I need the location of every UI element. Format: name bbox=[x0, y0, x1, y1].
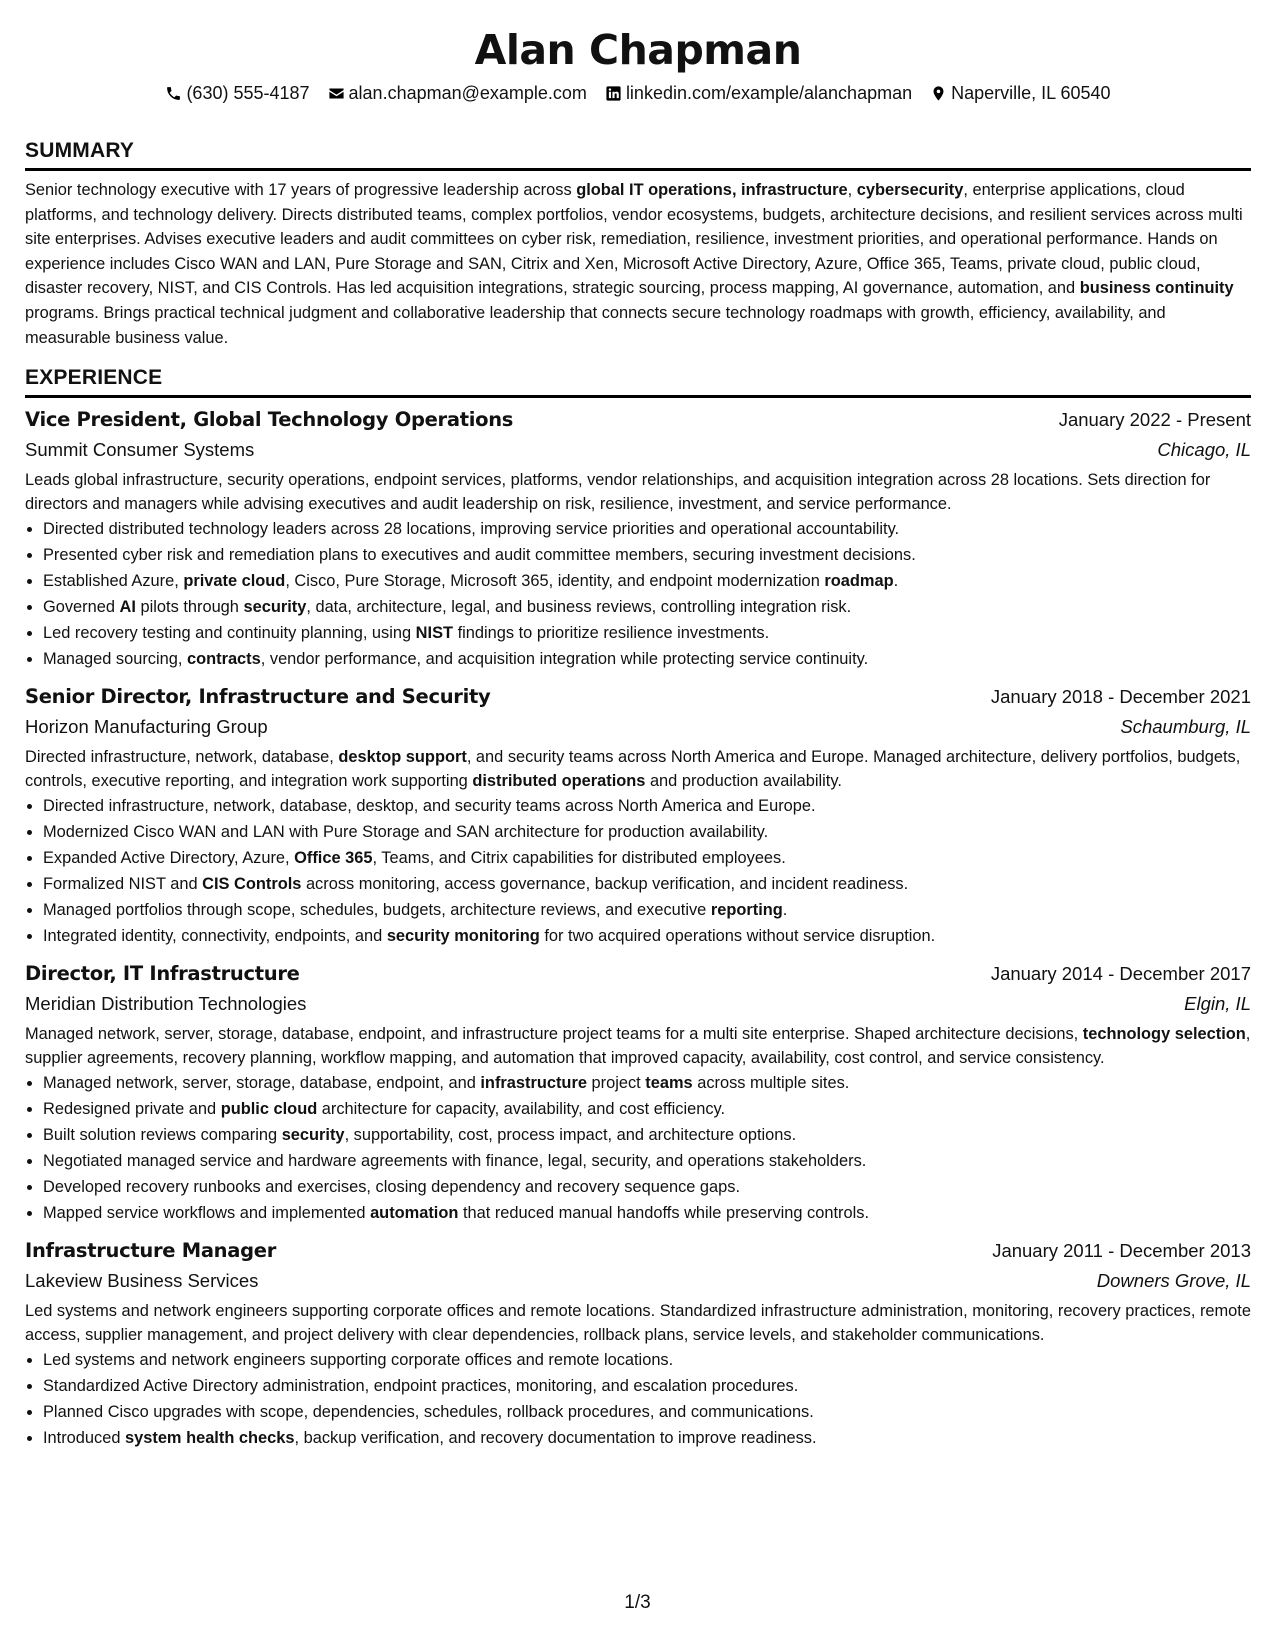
bold-keyword: automation bbox=[370, 1204, 459, 1223]
text-run: , and security teams across North America and Europe. Managed architecture, delivery portfolios, budgets, controls, executive reporting, and integration work supporting bbox=[25, 748, 1241, 791]
bold-keyword: global IT operations bbox=[576, 181, 732, 199]
job-header bbox=[25, 959, 1251, 989]
job-dates: January 2011 - December 2013 bbox=[992, 1240, 1251, 1262]
text-run: Mapped service workflows and implemented bbox=[43, 1204, 371, 1223]
job-subheader bbox=[25, 712, 1251, 742]
job-description bbox=[25, 468, 1251, 516]
map-pin-icon bbox=[930, 85, 947, 102]
experience-heading: EXPERIENCE bbox=[25, 366, 1251, 398]
job-subheader bbox=[25, 1266, 1251, 1296]
job-entry bbox=[25, 959, 1251, 1226]
text-run: Developed recovery runbooks and exercises, closing dependency and recovery sequence gaps. bbox=[43, 1178, 741, 1197]
text-run: . bbox=[782, 901, 788, 920]
bold-keyword: security monitoring bbox=[386, 927, 540, 946]
text-run: , Cisco, Pure Storage, Microsoft 365, identity, and endpoint modernization bbox=[285, 572, 825, 591]
job-location: Schaumburg, IL bbox=[1120, 716, 1251, 738]
bold-keyword: teams bbox=[645, 1074, 693, 1093]
bullet-item bbox=[43, 1373, 1251, 1399]
location-text: Naperville, IL 60540 bbox=[951, 83, 1111, 103]
text-run: Led recovery testing and continuity planning, using bbox=[43, 624, 416, 643]
text-run: Leads global infrastructure, security operations, endpoint services, platforms, vendor relationships, and acquisition integration across 28 locations. Sets direction for directors and managers while advising executives and audit leadership on risk, resilience, investment, and service performance. bbox=[25, 471, 1211, 514]
job-subheader bbox=[25, 989, 1251, 1019]
job-description bbox=[25, 1299, 1251, 1347]
text-run: Modernized Cisco WAN and LAN with Pure Storage and SAN architecture for production availability. bbox=[43, 823, 769, 842]
candidate-name: Alan Chapman bbox=[474, 26, 802, 74]
job-title: Vice President, Global Technology Operations bbox=[25, 408, 514, 432]
bullet-item bbox=[43, 594, 1251, 620]
job-bullets bbox=[25, 516, 1251, 672]
bold-keyword: CIS Controls bbox=[202, 875, 302, 894]
job-dates: January 2022 - Present bbox=[1058, 409, 1251, 431]
bold-keyword: infrastructure bbox=[480, 1074, 587, 1093]
job-bullets bbox=[25, 1070, 1251, 1226]
bold-keyword: infrastructure bbox=[741, 181, 848, 199]
job-entry bbox=[25, 1236, 1251, 1451]
bullet-item bbox=[43, 568, 1251, 594]
job-location: Downers Grove, IL bbox=[1096, 1270, 1251, 1292]
bold-keyword: , bbox=[731, 181, 742, 199]
bullet-item bbox=[43, 1425, 1251, 1451]
job-bullets bbox=[25, 1347, 1251, 1451]
bold-keyword: reporting bbox=[710, 901, 783, 920]
text-run: for two acquired operations without service disruption. bbox=[539, 927, 936, 946]
text-run: pilots through bbox=[135, 598, 244, 617]
text-run: Managed network, server, storage, database, endpoint, and bbox=[43, 1074, 481, 1093]
text-run: Integrated identity, connectivity, endpoints, and bbox=[43, 927, 387, 946]
bold-keyword: contracts bbox=[186, 650, 261, 669]
text-run: Presented cyber risk and remediation plans to executives and audit committee members, securing investment decisions. bbox=[43, 546, 916, 565]
bold-keyword: technology selection bbox=[1082, 1025, 1246, 1044]
bullet-item bbox=[43, 1148, 1251, 1174]
bold-keyword: NIST bbox=[415, 624, 454, 643]
bold-keyword: business continuity bbox=[1079, 279, 1234, 298]
bullet-item bbox=[43, 1122, 1251, 1148]
job-header bbox=[25, 405, 1251, 435]
page-number: 1/3 bbox=[624, 1592, 651, 1613]
bold-keyword: public cloud bbox=[220, 1100, 318, 1119]
bullet-item bbox=[43, 516, 1251, 542]
summary-text bbox=[25, 178, 1251, 350]
bullet-item bbox=[43, 1174, 1251, 1200]
text-run: Redesigned private and bbox=[43, 1100, 221, 1119]
text-run: Established Azure, bbox=[43, 572, 184, 591]
bold-keyword: roadmap bbox=[824, 572, 894, 591]
job-header bbox=[25, 1236, 1251, 1266]
text-run: Expanded Active Directory, Azure, bbox=[43, 849, 295, 868]
bullet-item bbox=[43, 871, 1251, 897]
bold-keyword: system health checks bbox=[125, 1429, 295, 1448]
bold-keyword: AI bbox=[119, 598, 136, 617]
text-run: Built solution reviews comparing bbox=[43, 1126, 282, 1145]
text-run: , Teams, and Citrix capabilities for distributed employees. bbox=[372, 849, 786, 868]
bold-keyword: security bbox=[243, 598, 307, 617]
bullet-item bbox=[43, 819, 1251, 845]
job-subheader bbox=[25, 435, 1251, 465]
text-run: , supplier agreements, recovery planning, workflow mapping, and automation that improved capacity, availability, cost control, and service consistency. bbox=[25, 1025, 1251, 1068]
text-run: Led systems and network engineers supporting corporate offices and remote locations. Standardized infrastructure administration, monitoring, recovery practices, remote access, supplier management, and project delivery with clear dependencies, rollback plans, service levels, and stakeholder communications. bbox=[25, 1302, 1251, 1345]
job-header bbox=[25, 682, 1251, 712]
summary-heading: SUMMARY bbox=[25, 139, 1251, 171]
resume-page bbox=[25, 0, 1251, 1451]
job-entry bbox=[25, 405, 1251, 672]
job-title: Infrastructure Manager bbox=[25, 1239, 277, 1263]
text-run: Directed infrastructure, network, database, bbox=[25, 748, 339, 767]
text-run: , bbox=[847, 181, 857, 199]
contact-bar bbox=[25, 82, 1251, 104]
text-run: , supportability, cost, process impact, and architecture options. bbox=[344, 1126, 797, 1145]
job-title: Senior Director, Infrastructure and Security bbox=[25, 685, 491, 709]
text-run: that reduced manual handoffs while preserving controls. bbox=[458, 1204, 870, 1223]
bullet-item bbox=[43, 620, 1251, 646]
bullet-item bbox=[43, 1200, 1251, 1226]
text-run: across monitoring, access governance, backup verification, and incident readiness. bbox=[301, 875, 909, 894]
text-run: Directed infrastructure, network, database, desktop, and security teams across North America and Europe. bbox=[43, 797, 816, 816]
text-run: Formalized NIST and bbox=[43, 875, 203, 894]
phone-icon bbox=[165, 85, 182, 102]
job-location: Chicago, IL bbox=[1157, 439, 1251, 461]
text-run: architecture for capacity, availability, and cost efficiency. bbox=[317, 1100, 726, 1119]
phone-text: (630) 555-4187 bbox=[186, 83, 310, 103]
bold-keyword: security bbox=[281, 1126, 345, 1145]
bold-keyword: private cloud bbox=[183, 572, 286, 591]
bullet-item bbox=[43, 1399, 1251, 1425]
text-run: and production availability. bbox=[645, 772, 842, 791]
bullet-item bbox=[43, 1070, 1251, 1096]
contact-email[interactable] bbox=[328, 82, 587, 104]
text-run: findings to prioritize resilience investments. bbox=[453, 624, 770, 643]
text-run: Senior technology executive with 17 years of progressive leadership across bbox=[25, 181, 577, 199]
text-run: Managed portfolios through scope, schedules, budgets, architecture reviews, and executive bbox=[43, 901, 711, 920]
job-entry bbox=[25, 682, 1251, 949]
text-run: , enterprise applications, cloud platforms, and technology delivery. Directs distributed teams, complex portfolios, vendor ecosystems, budgets, architecture decisions, and resilient services across multi site enterprises. Advises executive leaders and audit committees on cyber risk, remediation, resilience, investment priorities, and operational performance. Hands on experience includes Cisco WAN and LAN, Pure Storage and SAN, Citrix and Xen, Microsoft Active Directory, Azure, Office 365, Teams, private cloud, public cloud, disaster recovery, NIST, and CIS Controls. Has led acquisition integrations, strategic sourcing, process mapping, AI governance, automation, and bbox=[25, 181, 1243, 298]
text-run: project bbox=[586, 1074, 646, 1093]
text-run: Planned Cisco upgrades with scope, dependencies, schedules, rollback procedures, and communications. bbox=[43, 1403, 814, 1422]
text-run: , data, architecture, legal, and business reviews, controlling integration risk. bbox=[306, 598, 852, 617]
contact-location bbox=[930, 82, 1110, 104]
text-run: Introduced bbox=[43, 1429, 126, 1448]
contact-phone[interactable] bbox=[165, 82, 309, 104]
text-run: across multiple sites. bbox=[692, 1074, 850, 1093]
bullet-item bbox=[43, 923, 1251, 949]
text-run: Managed network, server, storage, database, endpoint, and infrastructure project teams for a multi site enterprise. Shaped architecture decisions, bbox=[25, 1025, 1083, 1044]
bullet-item bbox=[43, 542, 1251, 568]
text-run: Standardized Active Directory administration, endpoint practices, monitoring, and escalation procedures. bbox=[43, 1377, 799, 1396]
job-description bbox=[25, 745, 1251, 793]
text-run: Managed sourcing, bbox=[43, 650, 187, 669]
job-company: Lakeview Business Services bbox=[25, 1270, 259, 1292]
bold-keyword: distributed operations bbox=[472, 772, 646, 791]
bullet-item bbox=[43, 1347, 1251, 1373]
bullet-item bbox=[43, 1096, 1251, 1122]
job-dates: January 2014 - December 2017 bbox=[990, 963, 1251, 985]
job-company: Summit Consumer Systems bbox=[25, 439, 255, 461]
text-run: . bbox=[893, 572, 899, 591]
linkedin-icon bbox=[605, 85, 622, 102]
job-description bbox=[25, 1022, 1251, 1070]
linkedin-text: linkedin.com/example/alanchapman bbox=[625, 83, 913, 103]
text-run: Negotiated managed service and hardware agreements with finance, legal, security, and operations stakeholders. bbox=[43, 1152, 867, 1171]
text-run: Led systems and network engineers supporting corporate offices and remote locations. bbox=[43, 1351, 674, 1370]
job-location: Elgin, IL bbox=[1184, 993, 1251, 1015]
contact-linkedin[interactable] bbox=[605, 82, 912, 104]
email-text: alan.chapman@example.com bbox=[348, 83, 587, 103]
text-run: , backup verification, and recovery documentation to improve readiness. bbox=[294, 1429, 817, 1448]
job-company: Meridian Distribution Technologies bbox=[25, 993, 307, 1015]
text-run: Governed bbox=[43, 598, 120, 617]
bullet-item bbox=[43, 897, 1251, 923]
bold-keyword: desktop support bbox=[338, 748, 467, 767]
job-company: Horizon Manufacturing Group bbox=[25, 716, 268, 738]
bold-keyword: Office 365 bbox=[294, 849, 373, 868]
job-bullets bbox=[25, 793, 1251, 949]
envelope-icon bbox=[328, 85, 345, 102]
bullet-item bbox=[43, 793, 1251, 819]
text-run: Directed distributed technology leaders across 28 locations, improving service priorities and operational accountability. bbox=[43, 520, 900, 539]
bold-keyword: cybersecurity bbox=[856, 181, 964, 199]
job-title: Director, IT Infrastructure bbox=[25, 962, 300, 986]
bullet-item bbox=[43, 845, 1251, 871]
text-run: , vendor performance, and acquisition integration while protecting service continuity. bbox=[260, 650, 869, 669]
bullet-item bbox=[43, 646, 1251, 672]
job-dates: January 2018 - December 2021 bbox=[990, 686, 1251, 708]
text-run: programs. Brings practical technical judgment and collaborative leadership that connects secure technology roadmaps with growth, efficiency, availability, and measurable business value. bbox=[25, 303, 1166, 347]
